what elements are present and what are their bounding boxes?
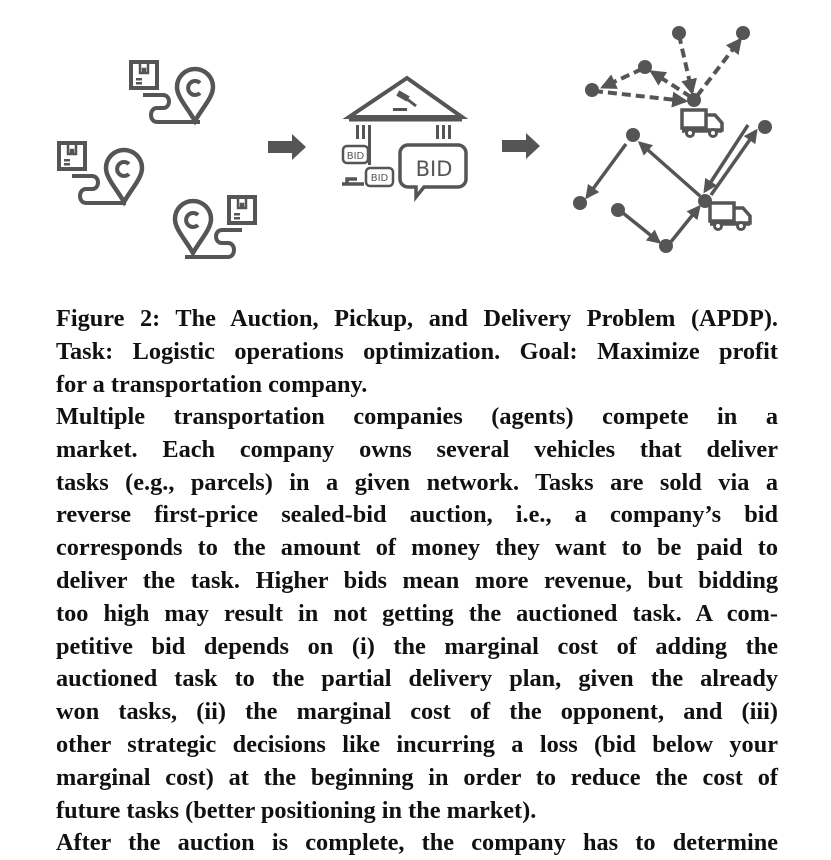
body-paragraph	[56, 827, 778, 860]
figure-caption	[56, 303, 778, 401]
route-nodes	[573, 26, 772, 253]
parcel-location-icons	[59, 62, 255, 257]
gavel-icon	[393, 90, 416, 111]
apdp-figure	[0, 0, 831, 280]
paragraph-line: too high may result in not getting the auctioned task. A com-	[56, 599, 778, 627]
svg-text:BID: BID	[346, 151, 365, 162]
paragraph-line: market. Each company owns several vehicles that deliver	[56, 435, 778, 463]
paragraph-line: other strategic decisions like incurring a loss (bid below your	[56, 730, 778, 758]
parcel-route-icon-1	[131, 62, 213, 122]
paragraph-line: petitive bid depends on (i) the marginal cost of adding the	[56, 632, 778, 660]
svg-text:BID: BID	[415, 157, 453, 181]
paragraph-line: After the auction is complete, the company has to determine	[56, 829, 778, 856]
caption-line: for a transportation company.	[56, 370, 368, 398]
paragraph-line: corresponds to the amount of money they want to be paid to	[56, 534, 778, 562]
svg-text:BID: BID	[370, 173, 389, 184]
arrow-right-icon	[268, 134, 306, 160]
bid-bubble-small-1	[343, 146, 368, 163]
paragraph-line: tasks (e.g., parcels) in a given network. Tasks are sold via a	[56, 468, 778, 496]
paragraph-line: Multiple transportation companies (agents) compete in a	[56, 403, 778, 430]
paragraph-line: deliver the task. Higher bids mean more revenue, but bidding	[56, 566, 778, 594]
caption-line: Task: Logistic operations optimization. Goal: Maximize profit	[56, 337, 778, 365]
dashed-route	[594, 35, 740, 101]
bid-bubble-small-2	[366, 168, 393, 186]
paragraph-line: auctioned task to the partial delivery plan, given the already	[56, 665, 778, 693]
arrow-right-icon	[502, 133, 540, 159]
paragraph-line: won tasks, (ii) the marginal cost of the opponent, and (iii)	[56, 698, 778, 726]
parcel-route-icon-2	[59, 143, 142, 203]
paragraph-line: reverse first-price sealed-bid auction, i.e., a company’s bid	[56, 501, 778, 529]
paragraph-line: future tasks (better positioning in the market).	[56, 796, 537, 824]
paragraph-line: marginal cost) at the beginning in order to reduce the cost of	[56, 763, 778, 791]
bid-bubble-large	[400, 145, 466, 197]
vehicle-route-network	[573, 26, 772, 253]
truck-icon	[710, 203, 750, 230]
body-paragraph	[56, 401, 778, 827]
caption-line: Figure 2: The Auction, Pickup, and Delivery Problem (APDP).	[56, 305, 778, 332]
auction-bid-icon	[342, 78, 466, 197]
parcel-route-icon-3	[175, 197, 255, 257]
truck-icon	[682, 110, 722, 137]
